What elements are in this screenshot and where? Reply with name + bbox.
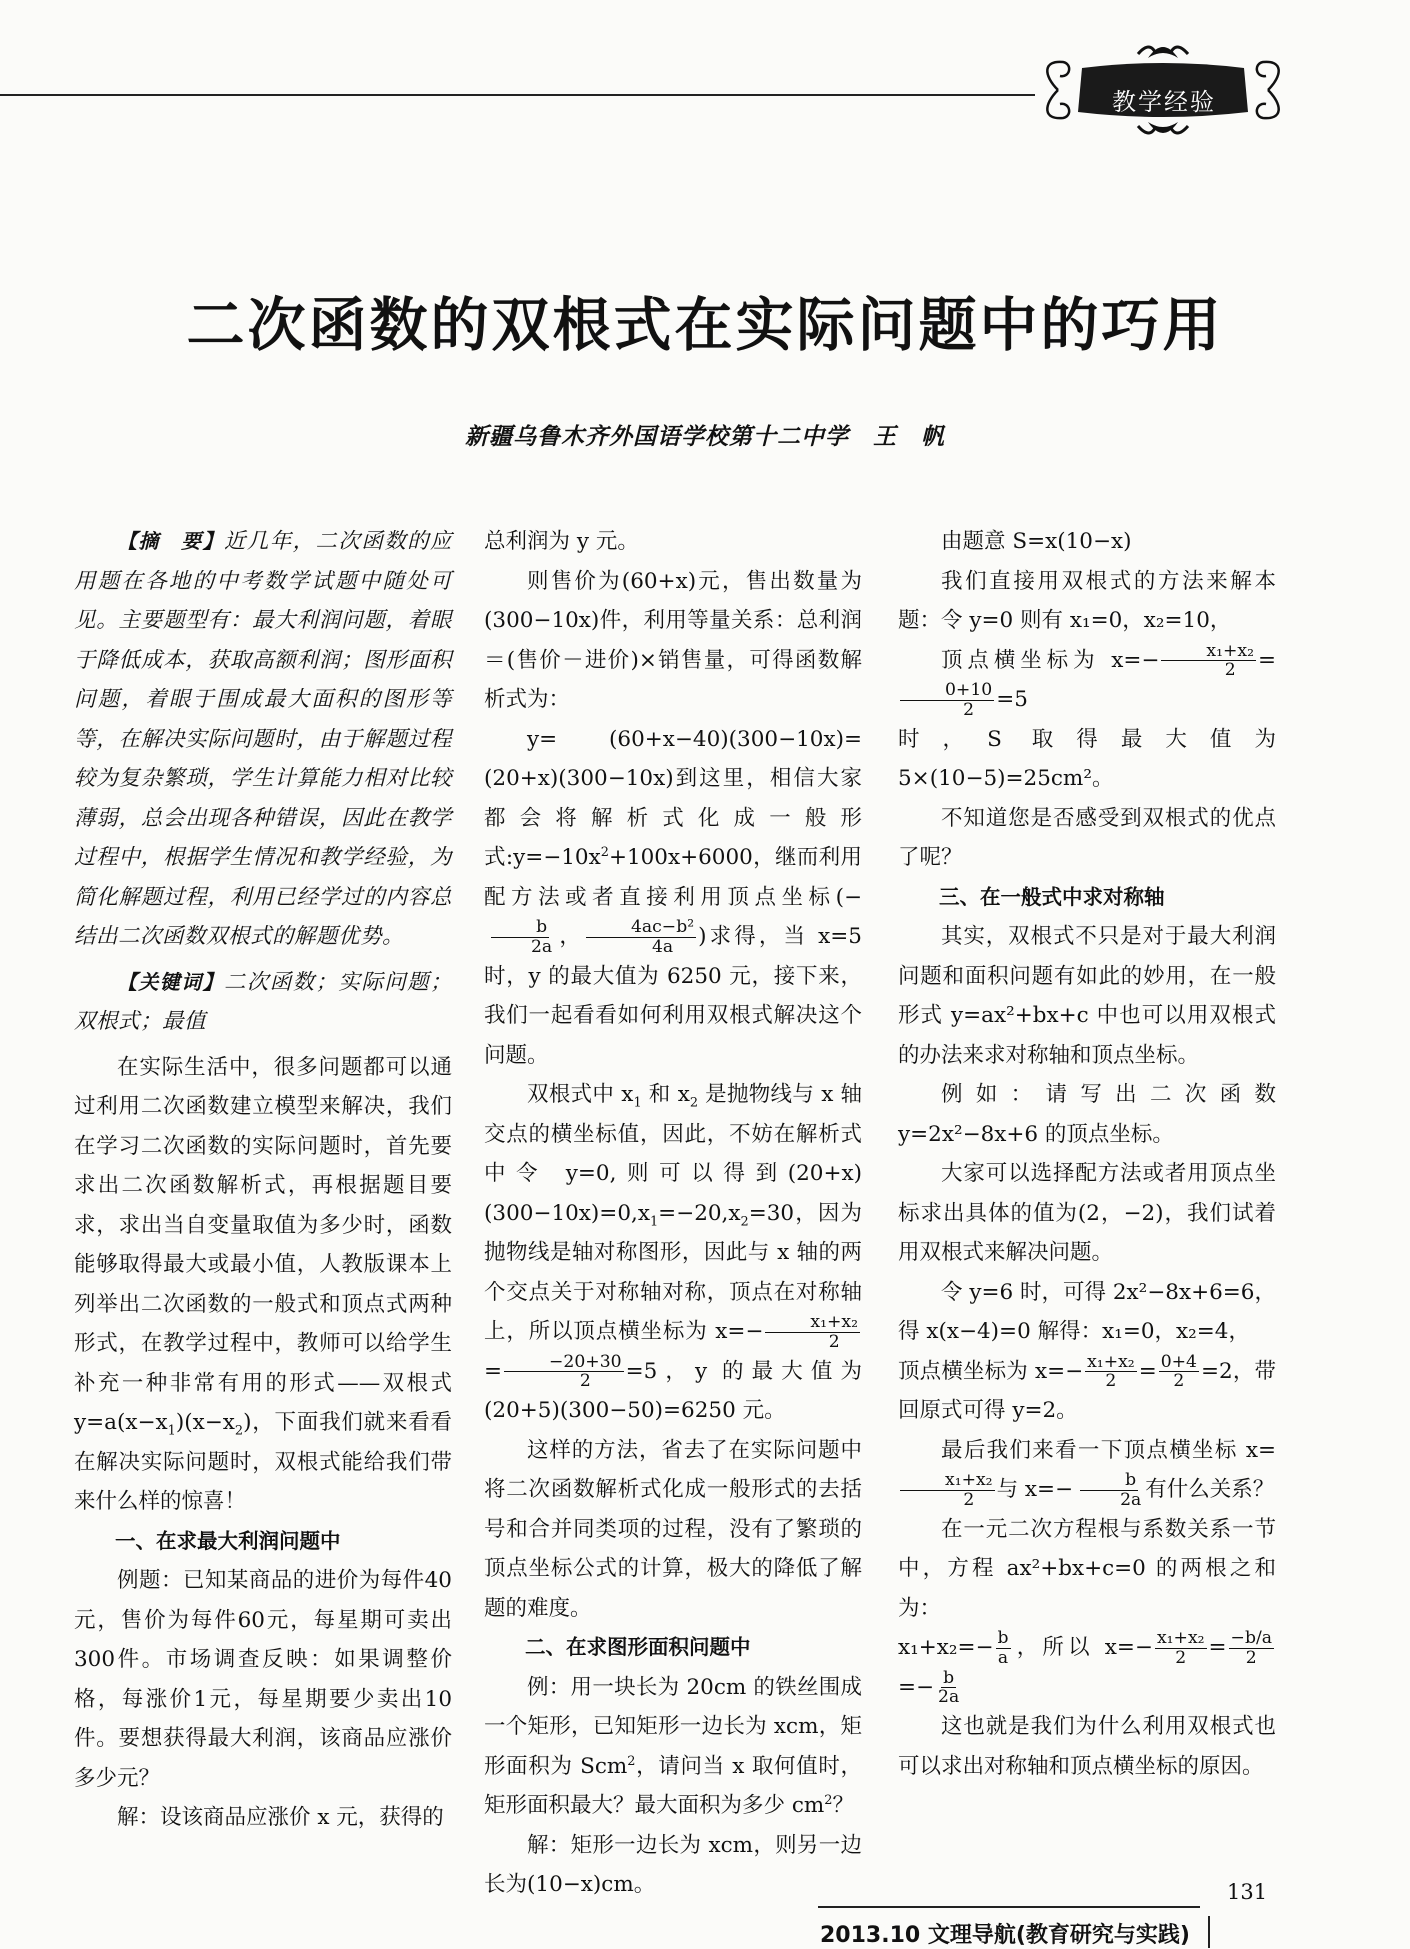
paragraph: 最后我们来看一下顶点横坐标 x= $\frac{\text{x₁+x₂}}{2}$ 与 x=− $\frac{b}{2a}$ 有什么关系？ xyxy=(898,1431,1276,1510)
fraction: $\frac{\text{x₁+x₂}}{2}$ xyxy=(765,1313,860,1350)
fraction: $\frac{\text{4ac−b²}}{4a}$ xyxy=(586,918,696,955)
paragraph: 这也就是我们为什么利用双根式也可以求出对称轴和顶点横坐标的原因。 xyxy=(898,1714,1276,1779)
paragraph: 则售价为(60+x)元，售出数量为(300−10x)件，利用等量关系：总利润＝(售价－进价)×销售量，可得函数解析式为： xyxy=(484,568,862,712)
paragraph: 其实，双根式不只是对于最大利润问题和面积问题有如此的妙用，在一般形式 y=ax²+bx+c 中也可以用双根式的办法来求对称轴和顶点坐标。 xyxy=(898,924,1276,1068)
paragraph: 顶点横坐标为 x=− $\frac{\text{x₁+x₂}}{2}$ = $\frac{0+4}{2}$ =2，带回原式可得 y=2。 xyxy=(898,1351,1276,1423)
fraction: $\frac{-b/a}{2}$ xyxy=(1230,1628,1272,1668)
paragraph: 双根式中 $x_1$ 和 $x_2$ 是抛物线与 x 轴交点的横坐标值，因此，不妨在解析式中令 y=0,则可以得到$(20+x)(300-10x)=0,x_1=-20,x_2=30$，因为抛物线是轴对称图形，因此与 x 轴的两个交点关于对称轴对称，顶点在对称轴上，所以顶点横坐标为 x=− $\frac{\text{x₁+x₂}}{2}$ = $\frac{-20+30}{2}$ =5，y 的最大值为(20+5)(300−50)=6250 元。 xyxy=(484,1082,863,1423)
paragraph: 在一元二次方程根与系数关系一节中，方程 ax²+bx+c=0 的两根之和为： xyxy=(898,1516,1276,1621)
paragraph: 解：矩形一边长为 xcm，则另一边长为(10−x)cm。 xyxy=(484,1832,862,1897)
paragraph: 例如：请写出二次函数 y=2x²−8x+6 的顶点坐标。 xyxy=(898,1082,1276,1147)
paragraph: 大家可以选择配方法或者用顶点坐标求出具体的值为(2，−2)，我们试着用双根式来解决问题。 xyxy=(898,1161,1276,1265)
paragraph: 由题意 S=x(10−x) xyxy=(941,529,1132,554)
paragraph: 例：用一块长为 20cm 的铁丝围成一个矩形，已知矩形一边长为 xcm，矩形面积为 Scm$^2$，请问当 x 取何值时，矩形面积最大？最大面积为多少 $cm^2$？ xyxy=(484,1674,862,1818)
abstract-label: 【摘 要】 xyxy=(117,529,224,553)
fraction: $\frac{b}{2a}$ xyxy=(938,1667,960,1707)
keywords-label: 【关键词】 xyxy=(117,969,224,994)
section-badge-label: 教学经验 xyxy=(1112,88,1216,116)
paragraph: 时，S 取得最大值为 5×(10−5)=25cm²。 xyxy=(898,726,1276,791)
fraction: $\frac{\text{x₁+x₂}}{2}$ xyxy=(1161,642,1256,679)
footer-divider xyxy=(1208,1916,1210,1948)
fraction: $\frac{-20+30}{2}$ xyxy=(504,1353,624,1390)
paragraph: 我们直接用双根式的方法来解本题：令 y=0 则有 x₁=0，x₂=10， xyxy=(898,568,1276,633)
page-number: 131 xyxy=(1227,1880,1268,1904)
abstract xyxy=(74,522,452,957)
paragraph: 总利润为 y 元。 xyxy=(484,529,639,554)
fraction: $\frac{0+4}{2}$ xyxy=(1160,1351,1197,1391)
intro-paragraph: 在实际生活中，很多问题都可以通过利用二次函数建立模型来解决，我们在学习二次函数的实际问题时，首先要求出二次函数解析式，再根据题目要求，求出当自变量取值为多少时，函数能够取得最大或最小值，人教版课本上列举出二次函数的一般式和顶点式两种形式，在教学过程中，教师可以给学生补充一种非常有用的形式——双根式 $y=a(x-x_1)(x-x_2)$，下面我们就来看看在解决实际问题时，双根式能给我们带来什么样的惊喜！ xyxy=(74,1054,452,1514)
journal-footer: 2013.10 文理导航(教育研究与实践) xyxy=(820,1923,1190,1948)
fraction: $\frac{b}{2a}$ xyxy=(1075,1471,1143,1508)
paragraph: y= (60+x−40)(300−10x)=(20+x)(300−10x)到这里，相信大家都会将解析式化成一般形式$:y=-10x^2+100x+6000$，继而利用配方法或者直接利用顶点坐标(− $\frac{b}{2a}$ ， $\frac{\text{4ac−b²}}{4a}$ )求得，当 x=5 时，y 的最大值为 6250 元，接下来，我们一起看看如何利用双根式解决这个问题。 xyxy=(484,726,862,1068)
fraction: $\frac{\text{x₁+x₂}}{2}$ xyxy=(1156,1628,1205,1668)
author-line: 新疆乌鲁木齐外国语学校第十二中学 王 帆 xyxy=(465,423,945,450)
fraction: $\frac{b}{a}$ xyxy=(997,1628,1009,1668)
paragraph: 不知道您是否感受到双根式的优点了呢？ xyxy=(898,805,1276,870)
fraction: $\frac{\text{x₁+x₂}}{2}$ xyxy=(900,1471,995,1508)
abstract-text: 近几年，二次函数的应用题在各地的中考数学试题中随处可见。主要题型有：最大利润问题，着眼于降低成本，获取高额利润；图形面积问题，着眼于围成最大面积的图形等等，在解决实际问题时，由于解题过程较为复杂繁琐，学生计算能力相对比较薄弱，总会出现各种错误，因此在教学过程中，根据学生情况和教学经验，为简化解题过程，利用已经学过的内容总结出二次函数双根式的解题优势。 xyxy=(74,529,452,949)
keywords xyxy=(74,963,452,1042)
paragraph: 令 y=6 时，可得 2x²−8x+6=6，得 x(x−4)=0 解得：x₁=0，x₂=4， xyxy=(898,1279,1276,1344)
column-2 xyxy=(484,522,862,1905)
article-title: 二次函数的双根式在实际问题中的巧用 xyxy=(186,291,1224,359)
fraction: $\frac{\text{x₁+x₂}}{2}$ xyxy=(1087,1351,1135,1391)
example-paragraph: 例题：已知某商品的进价为每件40元，售价为每件60元，每星期可卖出300件。市场调查反映：如果调整价格，每涨价1元，每星期要少卖出10件。要想获得最大利润，该商品应涨价多少元？ xyxy=(74,1568,452,1791)
footer-rule xyxy=(818,1906,1200,1908)
solution-start: 解：设该商品应涨价 x 元，获得的 xyxy=(117,1805,444,1830)
section-heading-3: 三、在一般式中求对称轴 xyxy=(939,884,1165,909)
fraction: $\frac{b}{2a}$ xyxy=(486,918,554,955)
fraction: $\frac{0+10}{2}$ xyxy=(900,681,994,718)
header-rule xyxy=(0,94,1035,96)
keywords-text: 二次函数；实际问题；双根式；最值 xyxy=(74,969,452,1034)
paragraph: 这样的方法，省去了在实际问题中将二次函数解析式化成一般形式的去括号和合并同类项的过程，没有了繁琐的顶点坐标公式的计算，极大的降低了解题的难度。 xyxy=(484,1437,862,1621)
section-heading-1: 一、在求最大利润问题中 xyxy=(115,1528,341,1553)
column-3 xyxy=(898,522,1276,1786)
column-1 xyxy=(74,522,452,1838)
paragraph: x₁+x₂=− $\frac{b}{a}$ ，所以 x=− $\frac{\text{x₁+x₂}}{2}$ = $\frac{-b/a}{2}$ =− $\frac{b}{2a}$ xyxy=(898,1628,1272,1707)
section-heading-2: 二、在求图形面积问题中 xyxy=(525,1635,751,1659)
paragraph: 顶点横坐标为 x=− $\frac{\text{x₁+x₂}}{2}$ = $\frac{0+10}{2}$ =5 xyxy=(898,641,1276,720)
